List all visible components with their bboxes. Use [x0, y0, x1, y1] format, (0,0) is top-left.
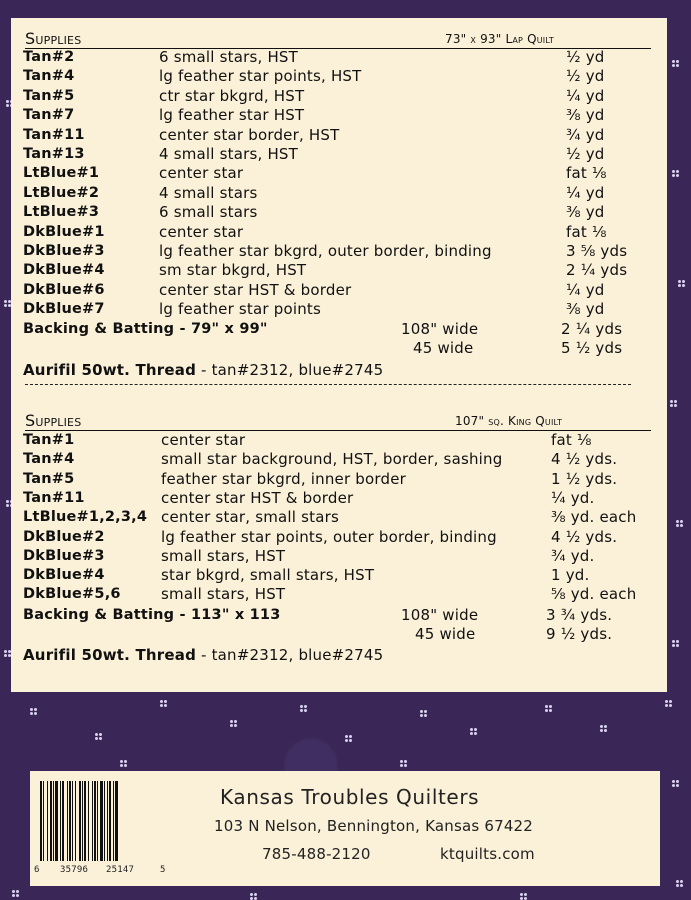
- fabric-flower-dot: [600, 725, 607, 732]
- lap-backing-row-2: [11, 339, 667, 358]
- lap-heading: Supplies: [25, 29, 82, 48]
- king-backing-row-2: [11, 625, 667, 644]
- fabric-quantity: ½ yd: [566, 67, 605, 86]
- fabric-usage: center star HST & border: [161, 488, 354, 507]
- lap-supply-row: [11, 281, 667, 300]
- fabric-code: Tan#4: [23, 451, 75, 468]
- fabric-usage: ctr star bkgrd, HST: [159, 86, 305, 105]
- fabric-usage: feather star bkgrd, inner border: [161, 469, 407, 488]
- fabric-usage: small stars, HST: [161, 585, 286, 604]
- fabric-code: Tan#13: [23, 146, 85, 162]
- fabric-usage: center star: [161, 431, 246, 449]
- company-website[interactable]: ktquilts.com: [440, 845, 535, 863]
- barcode-bar: [67, 781, 68, 861]
- king-supply-row: [11, 489, 667, 508]
- fabric-quantity: ½ yd: [566, 145, 605, 163]
- fabric-flower-dot: [400, 760, 407, 767]
- lap-supply-row: [11, 164, 667, 183]
- fabric-usage: small stars, HST: [161, 546, 286, 565]
- lap-backing-qty-2: 5 ½ yds: [561, 339, 623, 357]
- lap-supply-row: [11, 203, 667, 222]
- fabric-flower-dot: [95, 733, 102, 740]
- fabric-code: Tan#11: [23, 489, 85, 506]
- king-backing-qty-1: 3 ¾ yds.: [546, 606, 613, 624]
- fabric-code: LtBlue#2: [23, 184, 100, 201]
- king-supply-row: [11, 431, 667, 450]
- section-divider: [25, 384, 631, 385]
- fabric-quantity: ⅜ yd: [566, 106, 605, 125]
- king-backing-width-2: 45 wide: [415, 625, 476, 643]
- king-supply-row: [11, 508, 667, 527]
- fabric-usage: lg feather star points, HST: [159, 67, 362, 86]
- lap-supply-row: [11, 184, 667, 203]
- fabric-code: Tan#4: [23, 68, 75, 85]
- fabric-flower-dot: [4, 300, 11, 307]
- king-backing-width-1: 108" wide: [401, 606, 479, 624]
- fabric-code: DkBlue#1: [23, 223, 105, 240]
- fabric-code: Tan#5: [23, 470, 75, 487]
- fabric-flower-dot: [250, 893, 257, 900]
- barcode-bar: [107, 781, 108, 861]
- king-backing-qty-2: 9 ½ yds.: [546, 625, 613, 643]
- fabric-code: DkBlue#3: [23, 547, 105, 564]
- lap-supply-row: [11, 106, 667, 125]
- fabric-usage: star bkgrd, small stars, HST: [161, 566, 375, 585]
- lap-thread-row: [11, 361, 667, 380]
- barcode-bar: [50, 781, 52, 861]
- fabric-code: LtBlue#1: [23, 165, 100, 182]
- fabric-usage: center star: [159, 222, 244, 241]
- fabric-flower-dot: [670, 400, 677, 407]
- barcode-bar: [94, 781, 96, 861]
- fabric-code: Tan#7: [23, 107, 75, 124]
- fabric-flower-dot: [160, 700, 167, 707]
- fabric-flower-dot: [665, 700, 672, 707]
- king-supply-row: [11, 470, 667, 489]
- fabric-quantity: ¾ yd.: [551, 546, 595, 565]
- lap-subtitle: 73" x 93" Lap Quilt: [445, 32, 555, 46]
- barcode-bar: [72, 781, 73, 861]
- barcode-digits-group-1: 35796: [60, 865, 89, 875]
- king-supply-row: [11, 528, 667, 547]
- fabric-usage: 4 small stars: [159, 183, 258, 202]
- barcode-bar: [115, 781, 118, 861]
- barcode-bar: [100, 781, 103, 861]
- lap-supply-row: [11, 145, 667, 164]
- fabric-quantity: ⅜ yd: [566, 203, 605, 222]
- fabric-quantity: ¼ yd: [566, 183, 605, 202]
- king-backing-row: [11, 606, 667, 625]
- fabric-quantity: ¼ yd: [566, 280, 605, 299]
- fabric-usage: center star border, HST: [159, 125, 340, 144]
- fabric-code: Tan#5: [23, 87, 75, 104]
- fabric-code: DkBlue#3: [23, 243, 105, 259]
- fabric-code: DkBlue#2: [23, 528, 105, 545]
- lap-supply-row: [11, 126, 667, 145]
- fabric-flower-dot: [30, 708, 37, 715]
- lap-supply-row: [11, 67, 667, 86]
- lap-thread-label: Aurifil 50wt. Thread: [23, 361, 197, 379]
- barcode-bar: [60, 781, 61, 861]
- king-thread-colors: - tan#2312, blue#2745: [196, 646, 384, 664]
- barcode-bar: [53, 781, 54, 861]
- fabric-flower-dot: [420, 710, 427, 717]
- fabric-quantity: fat ⅛: [551, 431, 592, 449]
- lap-supply-row: [11, 87, 667, 106]
- fabric-quantity: 1 ½ yds.: [551, 469, 618, 488]
- barcode-bar: [69, 781, 71, 861]
- barcode-bar: [84, 781, 86, 861]
- fabric-flower-dot: [672, 640, 679, 647]
- barcode-bar: [88, 781, 89, 861]
- company-phone: 785-488-2120: [262, 845, 371, 863]
- lap-supply-row: [11, 300, 667, 319]
- fabric-quantity: 4 ½ yds.: [551, 450, 618, 469]
- fabric-flower-dot: [545, 705, 552, 712]
- barcode-bar: [92, 781, 93, 861]
- fabric-quantity: fat ⅛: [566, 222, 607, 241]
- barcode-bar: [75, 781, 76, 861]
- fabric-flower-dot: [120, 760, 127, 767]
- king-supply-row: [11, 547, 667, 566]
- fabric-quantity: ¾ yd: [566, 125, 605, 144]
- fabric-flower-dot: [12, 890, 19, 897]
- barcode-bar: [113, 781, 114, 861]
- lap-backing-qty-1: 2 ¼ yds: [561, 320, 623, 338]
- fabric-code: Tan#2: [23, 49, 75, 65]
- barcode-bar: [62, 781, 64, 861]
- fabric-flower-dot: [676, 520, 683, 527]
- fabric-usage: lg feather star points: [159, 300, 322, 319]
- fabric-quantity: ¼ yd: [566, 86, 605, 105]
- barcode-bar: [82, 781, 83, 861]
- fabric-usage: lg feather star bkgrd, outer border, binding: [159, 242, 492, 260]
- barcode-bar: [109, 781, 111, 861]
- lap-supply-row: [11, 242, 667, 261]
- barcode-bar: [43, 781, 44, 861]
- lap-backing-label: Backing & Batting - 79" x 99": [23, 321, 268, 337]
- barcode-bar: [40, 781, 42, 861]
- lap-backing-width-1: 108" wide: [401, 320, 479, 338]
- fabric-usage: sm star bkgrd, HST: [159, 261, 307, 280]
- fabric-code: DkBlue#4: [23, 567, 105, 584]
- lap-section-header: [25, 30, 625, 50]
- king-thread-row: [11, 646, 667, 665]
- supplies-panel: [11, 18, 667, 692]
- lap-backing-row: [11, 320, 667, 339]
- lap-thread-colors: - tan#2312, blue#2745: [196, 361, 384, 379]
- fabric-flower-dot: [676, 880, 683, 887]
- barcode-digits-group-2: 25147: [106, 865, 135, 875]
- fabric-flower-dot: [520, 893, 527, 900]
- barcode-image: [38, 781, 158, 863]
- fabric-flower-dot: [4, 650, 11, 657]
- fabric-quantity: fat ⅛: [566, 164, 607, 183]
- fabric-code: DkBlue#7: [23, 301, 105, 318]
- barcode-bar: [97, 781, 98, 861]
- fabric-flower-dot: [230, 720, 237, 727]
- fabric-usage: center star, small stars: [161, 508, 340, 527]
- fabric-flower-dot: [470, 728, 477, 735]
- barcode-bar: [79, 781, 81, 861]
- king-supply-row: [11, 585, 667, 604]
- fabric-quantity: ½ yd: [566, 48, 605, 66]
- fabric-code: LtBlue#3: [23, 204, 100, 221]
- fabric-usage: center star: [159, 164, 244, 183]
- king-supply-row: [11, 566, 667, 585]
- fabric-quantity: 2 ¼ yds: [566, 261, 628, 280]
- fabric-flower-dot: [672, 170, 679, 177]
- fabric-quantity: ⅜ yd: [566, 300, 605, 319]
- barcode-digit-left: 6: [34, 865, 40, 875]
- fabric-code: DkBlue#4: [23, 262, 105, 279]
- king-section-header: [25, 412, 625, 432]
- barcode-digit-right: 5: [160, 865, 166, 875]
- fabric-usage: 6 small stars, HST: [159, 48, 299, 66]
- fabric-code: Tan#1: [23, 432, 75, 448]
- fabric-code: DkBlue#6: [23, 281, 105, 298]
- fabric-quantity: 1 yd.: [551, 566, 590, 585]
- king-heading: Supplies: [25, 411, 82, 430]
- footer-panel: [30, 771, 660, 886]
- fabric-usage: lg feather star points, outer border, binding: [161, 527, 497, 546]
- king-supply-row: [11, 450, 667, 469]
- fabric-flower-dot: [672, 60, 679, 67]
- fabric-quantity: ¼ yd.: [551, 488, 595, 507]
- king-subtitle: 107" sq. King Quilt: [455, 414, 563, 428]
- lap-supply-row: [11, 223, 667, 242]
- company-address: 103 N Nelson, Bennington, Kansas 67422: [214, 817, 534, 835]
- fabric-flower-dot: [678, 280, 685, 287]
- lap-supply-row: [11, 261, 667, 280]
- fabric-usage: 6 small stars: [159, 203, 258, 222]
- barcode-bar: [104, 781, 105, 861]
- fabric-flower-dot: [300, 705, 307, 712]
- fabric-flower-dot: [672, 780, 679, 787]
- fabric-quantity: ⅜ yd. each: [551, 508, 637, 527]
- fabric-code: DkBlue#5,6: [23, 586, 121, 603]
- king-thread-label: Aurifil 50wt. Thread: [23, 646, 197, 664]
- lap-supply-row: [11, 48, 667, 67]
- fabric-usage: small star background, HST, border, sashing: [161, 450, 503, 469]
- company-name: Kansas Troubles Quilters: [220, 785, 480, 809]
- lap-backing-width-2: 45 wide: [413, 339, 474, 357]
- lap-section-rule: [25, 30, 651, 49]
- fabric-quantity: 3 ⅝ yds: [566, 242, 628, 260]
- fabric-usage: lg feather star HST: [159, 106, 305, 125]
- fabric-usage: 4 small stars, HST: [159, 145, 299, 163]
- fabric-usage: center star HST & border: [159, 280, 352, 299]
- fabric-flower-dot: [345, 735, 352, 742]
- fabric-quantity: ⅝ yd. each: [551, 585, 637, 604]
- fabric-code: LtBlue#1,2,3,4: [23, 509, 148, 526]
- king-backing-label: Backing & Batting - 113" x 113: [23, 607, 281, 623]
- fabric-code: Tan#11: [23, 126, 85, 143]
- barcode-bar: [55, 781, 58, 861]
- fabric-quantity: 4 ½ yds.: [551, 527, 618, 546]
- barcode-bar: [47, 781, 48, 861]
